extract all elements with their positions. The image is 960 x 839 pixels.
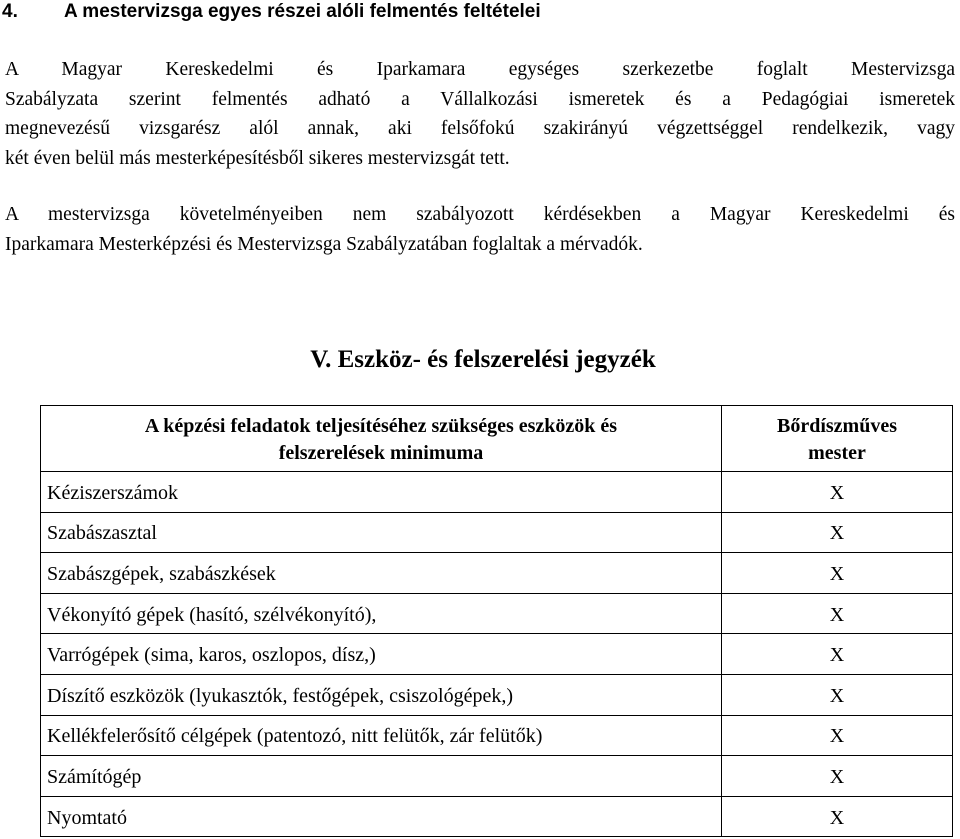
header-requirements-line2: felszerelések minimuma (278, 442, 484, 464)
item-cell: Szabászasztal (41, 512, 722, 553)
item-cell: Kéziszerszámok (41, 472, 722, 513)
equipment-table (40, 405, 953, 837)
table-row (41, 756, 953, 797)
table-row (41, 634, 953, 675)
equipment-list-title (0, 343, 960, 377)
mark-cell: X (722, 593, 953, 634)
mark-cell: X (722, 472, 953, 513)
header-requirements-line1: A képzési feladatok teljesítéséhez szükséges eszközök és (144, 415, 618, 437)
item-cell: Kellékfelerősítő célgépek (patentozó, nitt felütők, zár felütők) (41, 715, 722, 756)
paragraph-line: Iparkamara Mesterképzési és Mestervizsga Szabályzatában foglaltak a mérvadók. (5, 233, 643, 255)
header-profession (722, 406, 953, 472)
item-cell: Szabászgépek, szabászkések (41, 553, 722, 594)
item-cell: Varrógépek (sima, karos, oszlopos, dísz,) (41, 634, 722, 675)
paragraph-line: Szabályzata szerint felmentés adható a Vállalkozási ismeretek és a Pedagógiai ismeretek (5, 88, 955, 110)
mark-cell: X (722, 553, 953, 594)
item-cell: Számítógép (41, 756, 722, 797)
item-cell: Díszítő eszközök (lyukasztók, festőgépek, csiszológépek,) (41, 674, 722, 715)
table-row (41, 796, 953, 837)
paragraph-line: A Magyar Kereskedelmi és Iparkamara egységes szerkezetbe foglalt Mestervizsga (5, 59, 955, 80)
mark-cell: X (722, 674, 953, 715)
mark-cell: X (722, 512, 953, 553)
item-cell: Nyomtató (41, 796, 722, 837)
mark-cell: X (722, 715, 953, 756)
paragraph-line: A mestervizsga követelményeiben nem szabályozott kérdésekben a Magyar Kereskedelmi és (5, 204, 955, 225)
table-row (41, 512, 953, 553)
section-heading-title: A mestervizsga egyes részei alóli felmentés feltételei (64, 1, 541, 22)
table-row (41, 593, 953, 634)
table-row (41, 472, 953, 513)
table-row (41, 553, 953, 594)
mark-cell: X (722, 796, 953, 837)
table-header-row (41, 406, 953, 472)
header-profession-line1: Bőrdíszműves (777, 415, 897, 437)
section-heading (2, 0, 541, 26)
item-cell: Vékonyító gépek (hasító, szélvékonyító), (41, 593, 722, 634)
mark-cell: X (722, 756, 953, 797)
paragraph-exemption (5, 55, 955, 173)
table-row (41, 715, 953, 756)
paragraph-line: megnevezésű vizsgarész alól annak, aki felsőfokú szakirányú végzettséggel rendelkezik, vagy (5, 118, 955, 139)
header-profession-line2: mester (808, 442, 866, 464)
section-number: 4. (2, 1, 18, 22)
mark-cell: X (722, 634, 953, 675)
equipment-list-title-text: V. Eszköz- és felszerelési jegyzék (310, 346, 656, 373)
paragraph-regulations (5, 200, 955, 259)
table-row (41, 674, 953, 715)
paragraph-line: két éven belül más mesterképesítésből sikeres mestervizsgát tett. (5, 147, 510, 169)
header-requirements (41, 406, 722, 472)
